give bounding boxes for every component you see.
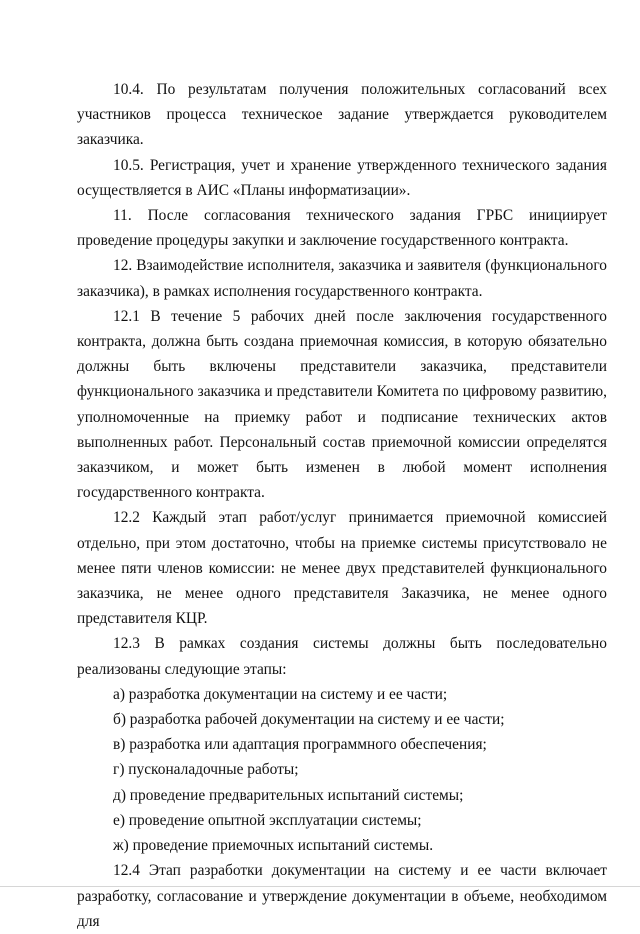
paragraph-12-1: 12.1 В течение 5 рабочих дней после заключения государственного контракта, должна быть создана приемочная комиссия, в которую обязательно должны быть включены представители заказчика, представители функционального заказчика и представители Комитета по цифровому развитию, уполномоченные на приемку работ и подписание технических актов выполненных работ. Персональный состав приемочной комиссии определятся заказчиком, и может быть изменен в любой момент исполнения государственного контракта. [77,307,607,502]
paragraph-12-3: 12.3 В рамках создания системы должны быть последовательно реализованы следующие этапы: [77,635,607,678]
paragraph-11: 11. После согласования технического задания ГРБС инициирует проведение процедуры закупки и заключение государственного контракта. [77,207,607,250]
stage-list-item: б) разработка рабочей документации на систему и ее части; [113,711,505,729]
stage-list-item: ж) проведение приемочных испытаний системы. [113,837,434,855]
document-body [77,77,607,934]
stage-list-item: г) пусконаладочные работы; [113,761,299,779]
stage-list-item: в) разработка или адаптация программного обеспечения; [113,736,487,754]
stage-list-item: д) проведение предварительных испытаний системы; [113,786,464,804]
paragraph-12: 12. Взаимодействие исполнителя, заказчика и заявителя (функционального заказчика), в рамках исполнения государственного контракта. [77,257,607,300]
page-divider [0,886,640,887]
paragraph-12-4: 12.4 Этап разработки документации на систему и ее части включает разработку, согласование и утверждение документации в объеме, необходимом для [77,862,607,930]
stage-list-item: а) разработка документации на систему и ее части; [113,685,448,703]
paragraph-10-5: 10.5. Регистрация, учет и хранение утвержденного технического задания осуществляется в АИС «Планы информатизации». [77,156,607,199]
stage-list-item: е) проведение опытной эксплуатации системы; [113,811,422,829]
paragraph-12-2: 12.2 Каждый этап работ/услуг принимается приемочной комиссией отдельно, при этом достаточно, чтобы на приемке системы присутствовало не менее пяти членов комиссии: не менее двух представителей функционального заказчика, не менее одного представителя Заказчика, не менее одного представителя КЦР. [77,509,607,628]
paragraph-10-4: 10.4. По результатам получения положительных согласований всех участников процесса техническое задание утверждается руководителем заказчика. [77,81,607,149]
